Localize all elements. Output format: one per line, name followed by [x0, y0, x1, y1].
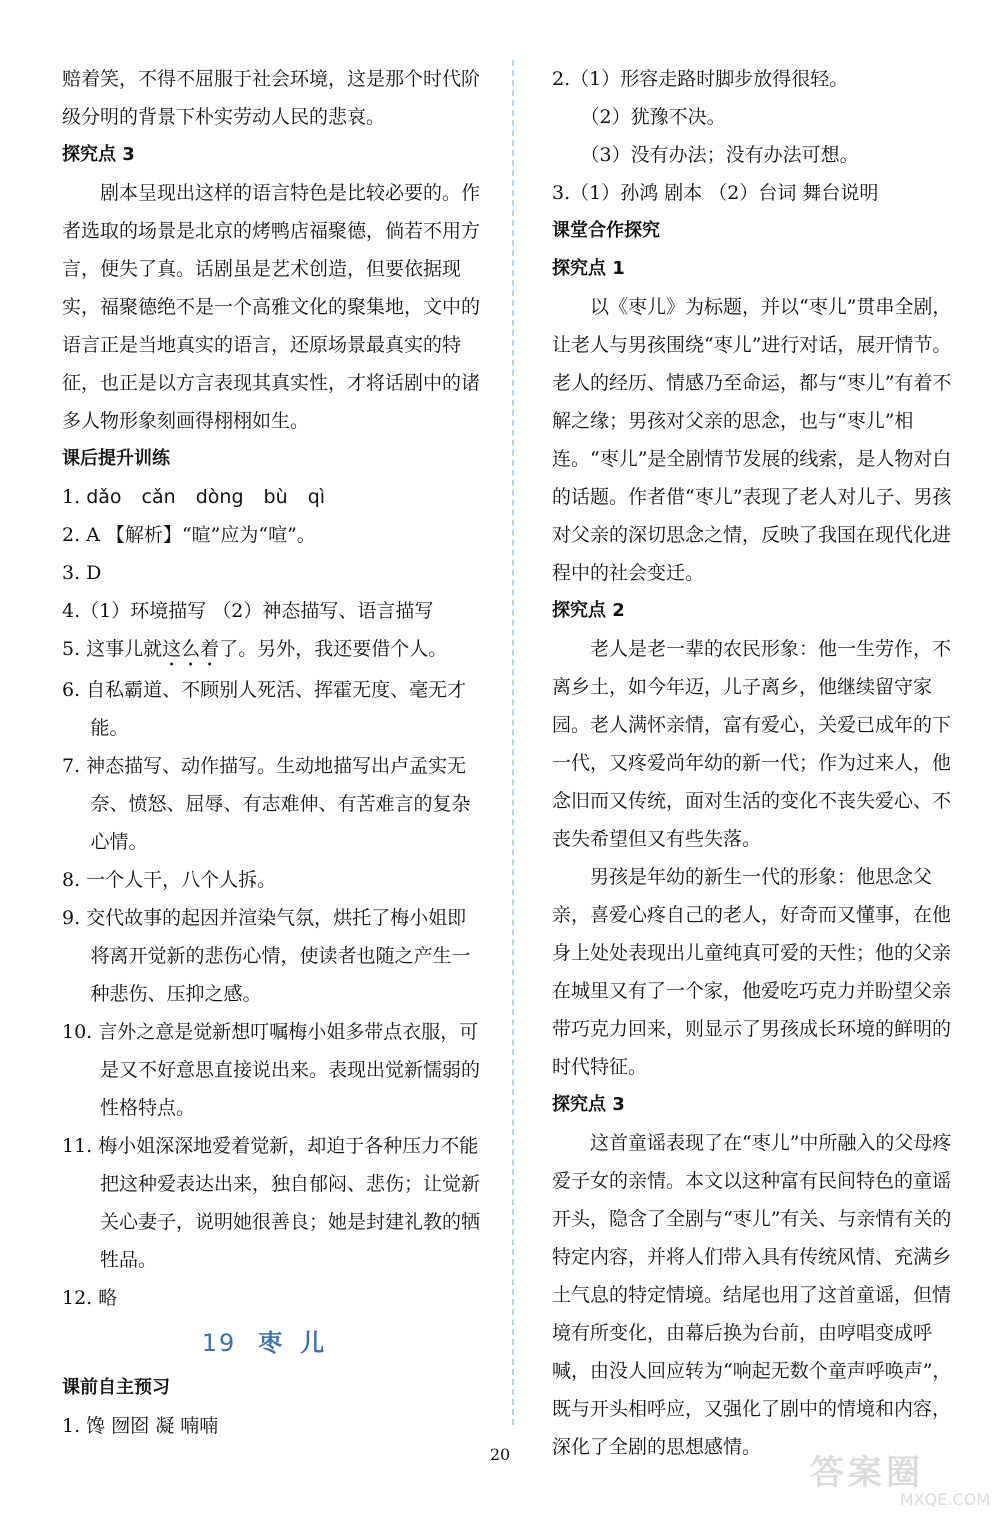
answer-1 [62, 478, 482, 516]
answer-4: 4.（1）环境描写 （2）神态描写、语言描写 [62, 600, 434, 622]
explore-point-3b-heading: 探究点 3 [552, 1094, 625, 1115]
answer-5-post: 了。另外，我还要借个人。 [219, 638, 448, 660]
preview-answer-2-2: （2）犹豫不决。 [580, 106, 726, 128]
answer-1-number: 1. [62, 486, 81, 508]
answer-6: 6. 自私霸道、不顾别人死活、挥霍无度、毫无才能。 [62, 679, 467, 739]
answer-2: 2. A 【解析】“暄”应为“喧”。 [62, 524, 316, 546]
explore-point-2-text-1: 老人是老一辈的农民形象：他一生劳作，不离乡土，如今年迈，儿子离乡，他继续留守家园。老人满怀亲情，富有爱心，关爱已成年的下一代，又疼爱尚年幼的新一代；作为过来人，他念旧而又传统，面对生活的变化不丧失爱心、不丧失希望但又有些失落。 [552, 638, 952, 850]
explore-point-2-heading: 探究点 2 [552, 600, 625, 621]
preview-answer-1: 1. 馋 囫囵 凝 喃喃 [62, 1415, 219, 1437]
intro-paragraph: 赔着笑，不得不屈服于社会环境，这是那个时代阶级分明的背景下朴实劳动人民的悲哀。 [62, 68, 481, 128]
right-column [552, 60, 964, 1466]
explore-point-3-text: 剧本呈现出这样的语言特色是比较必要的。作者选取的场景是北京的烤鸭店福聚德，倘若不用方言，便失了真。话剧虽是艺术创造，但要依据现实，福聚德绝不是一个高雅文化的聚集地，文中的语言正是当地真实的语言，还原场景最真实的特征，也正是以方言表现其真实性，才将话剧中的诸多人物形象刻画得栩栩如生。 [62, 182, 481, 432]
answer-7: 7. 神态描写、动作描写。生动地描写出卢孟实无奈、愤怒、屈辱、有志难伸、有苦难言的复杂心情。 [62, 755, 471, 853]
explore-point-1-text: 以《枣儿》为标题，并以“枣儿”贯串全剧，让老人与男孩围绕“枣儿”进行对话，展开情节。老人的经历、情感乃至命运，都与“枣儿”有着不解之缘；男孩对父亲的思念，也与“枣儿”相连。“枣儿”是全剧情节发展的线索，是人物对白的话题。作者借“枣儿”表现了老人对儿子、男孩对父亲的深切思念之情，反映了我国在现代化进程中的社会变迁。 [552, 296, 952, 584]
watermark-logo [810, 1455, 990, 1511]
column-divider [512, 60, 514, 1425]
answer-12: 12. 略 [62, 1287, 118, 1309]
lesson-name: 枣儿 [258, 1328, 343, 1357]
preview-answer-2-1: 2.（1）形容走路时脚步放得很轻。 [552, 68, 849, 90]
section-heading-in-class: 课堂合作探究 [552, 220, 660, 241]
page-number: 20 [489, 1445, 511, 1464]
explore-point-1-heading: 探究点 1 [552, 258, 625, 279]
section-heading-after-class: 课后提升训练 [62, 448, 170, 469]
answer-5 [62, 630, 482, 671]
explore-point-3-heading: 探究点 3 [62, 144, 135, 165]
answer-5-pre: 5. 这事儿就 [62, 638, 163, 660]
watermark-url: MXQE.COM [899, 1490, 990, 1509]
answer-9: 9. 交代故事的起因并渲染气氛，烘托了梅小姐即将离开觉新的悲伤心情，使读者也随之产生一种悲伤、压抑之感。 [62, 907, 471, 1005]
lesson-number: 19 [201, 1329, 237, 1357]
answer-8: 8. 一个人干，八个人拆。 [62, 869, 277, 891]
explore-point-3b-text: 这首童谣表现了在“枣儿”中所融入的父母疼爱子女的亲情。本文以这种富有民间特色的童谣开头，隐含了全剧与“枣儿”有关、与亲情有关的特定内容，并将人们带入具有传统风情、充满乡土气息的特定情境。结尾也用了这首童谣，但情境有所变化，由幕后换为台前，由哼唱变成呼喊，由没人回应转为“响起无数个童声呼唤声”，既与开头相呼应，又强化了剧中的情境和内容，深化了全剧的思想感情。 [552, 1132, 952, 1458]
preview-answer-2-3: （3）没有办法；没有办法可想。 [580, 144, 859, 166]
lesson-title [62, 1317, 482, 1369]
explore-point-2-text-2: 男孩是年幼的新生一代的形象：他思念父亲，喜爱心疼自己的老人，好奇而又懂事，在他身上处处表现出儿童纯真可爱的天性；他的父亲在城里又有了一个家，他爱吃巧克力并盼望父亲带巧克力回来，则显示了男孩成长环境的鲜明的时代特征。 [552, 866, 952, 1078]
preview-answer-3: 3.（1）孙鸿 剧本 （2）台词 舞台说明 [552, 182, 879, 204]
answer-11: 11. 梅小姐深深地爱着觉新，却迫于各种压力不能把这种爱表达出来，独自郁闷、悲伤；让觉新关心妻子，说明她很善良；她是封建礼教的牺牲品。 [62, 1135, 481, 1271]
answer-3: 3. D [62, 562, 102, 584]
left-column [62, 60, 482, 1445]
watermark-logo-text: 答案圈 [810, 1453, 924, 1493]
answer-1-pinyin: dǎo cǎn dòng bù qì [86, 486, 326, 508]
answer-5-emphasis: 这么着 [162, 638, 220, 660]
section-heading-preview: 课前自主预习 [62, 1377, 170, 1398]
answer-10: 10. 言外之意是觉新想叮嘱梅小姐多带点衣服，可是又不好意思直接说出来。表现出觉新懦弱的性格特点。 [62, 1021, 481, 1119]
